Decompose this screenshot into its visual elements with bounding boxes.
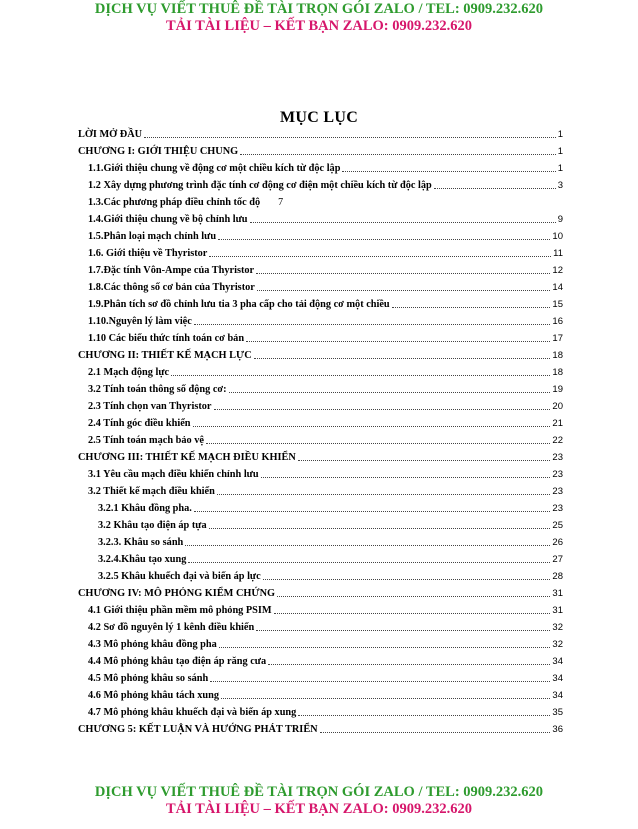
toc-entry-page-number: 36 <box>552 724 563 735</box>
toc-entry-label: CHƯƠNG II: THIẾT KẾ MẠCH LỰC <box>78 350 252 361</box>
toc-entry-page-number: 32 <box>552 622 563 633</box>
toc-dot-leader <box>217 494 551 495</box>
toc-dot-leader <box>214 409 551 410</box>
toc-entry-page-number: 23 <box>552 469 563 480</box>
toc-entry-label: 1.6. Giới thiệu về Thyristor <box>88 248 208 259</box>
toc-entry-page-number: 16 <box>552 316 563 327</box>
toc-dot-leader <box>263 579 551 580</box>
toc-dot-leader <box>250 222 556 223</box>
toc-entry-page-number: 9 <box>557 214 563 225</box>
toc-dot-leader <box>261 477 551 478</box>
toc-entry-page-number: 18 <box>552 350 563 361</box>
toc-entry-page-number: 11 <box>553 248 563 259</box>
toc-entry-label: 1.9.Phân tích sơ đồ chỉnh lưu tia 3 pha cấp cho tải động cơ một chiều <box>88 299 390 310</box>
toc-entry[interactable] <box>78 192 563 209</box>
toc-entry-page-number: 20 <box>552 401 563 412</box>
toc-entry-label: CHƯƠNG IV: MÔ PHỎNG KIỂM CHỨNG <box>78 588 276 599</box>
toc-entry-page-number: 12 <box>552 265 563 276</box>
toc-entry[interactable] <box>78 362 563 379</box>
banner-download-line: TẢI TÀI LIỆU – KẾT BẠN ZALO: 0909.232.620 <box>165 18 473 34</box>
toc-entry-label: 1.4.Giới thiệu chung về bộ chỉnh lưu <box>88 214 248 225</box>
toc-dot-leader <box>268 664 550 665</box>
toc-entry-label: 3.2.1 Khâu đồng pha. <box>98 503 192 514</box>
toc-entry-label: CHƯƠNG III: THIẾT KẾ MẠCH ĐIỀU KHIỂN <box>78 452 296 463</box>
toc-entry-page-number: 21 <box>552 418 563 429</box>
toc-entry-label: 3.2.4.Khâu tạo xung <box>98 554 187 565</box>
table-of-contents <box>78 124 563 736</box>
toc-entry[interactable] <box>78 124 563 141</box>
header-banner <box>0 1 638 35</box>
toc-entry[interactable] <box>78 685 563 702</box>
toc-entry[interactable] <box>78 226 563 243</box>
banner-download-line: TẢI TÀI LIỆU – KẾT BẠN ZALO: 0909.232.620 <box>165 801 473 817</box>
toc-dot-leader <box>240 154 556 155</box>
toc-entry-page-number: 28 <box>552 571 563 582</box>
footer-banner <box>0 784 638 818</box>
toc-dot-leader <box>257 290 551 291</box>
toc-entry[interactable] <box>78 328 563 345</box>
toc-entry[interactable] <box>78 498 563 515</box>
toc-entry-label: 4.6 Mô phỏng khâu tách xung <box>88 690 220 701</box>
banner-service-line: DỊCH VỤ VIẾT THUÊ ĐỀ TÀI TRỌN GÓI ZALO / TEL: 0909.232.620 <box>94 1 544 17</box>
toc-dot-leader <box>274 613 551 614</box>
toc-dot-leader <box>256 273 550 274</box>
toc-entry-page-number: 27 <box>552 554 563 565</box>
toc-entry-page-number: 31 <box>552 588 563 599</box>
toc-entry-label: 2.4 Tính góc điều khiển <box>88 418 191 429</box>
toc-entry-label: 3.2 Thiết kế mạch điều khiển <box>88 486 215 497</box>
toc-entry[interactable] <box>78 260 563 277</box>
toc-entry[interactable] <box>78 583 563 600</box>
toc-entry[interactable] <box>78 413 563 430</box>
toc-entry[interactable] <box>78 532 563 549</box>
toc-dot-leader <box>219 647 551 648</box>
toc-entry[interactable] <box>78 379 563 396</box>
toc-entry-label: 1.3.Các phương pháp điều chỉnh tốc độ <box>88 197 261 208</box>
toc-entry-label: 4.2 Sơ đồ nguyên lý 1 kênh điều khiển <box>88 622 255 633</box>
toc-dot-leader <box>194 324 551 325</box>
toc-entry-label: 4.1 Giới thiệu phần mềm mô phỏng PSIM <box>88 605 272 616</box>
toc-dot-leader <box>229 392 551 393</box>
toc-entry-page-number: 15 <box>552 299 563 310</box>
toc-entry[interactable] <box>78 141 563 158</box>
toc-dot-leader <box>209 528 551 529</box>
toc-entry-page-number: 1 <box>557 129 563 140</box>
toc-dot-leader <box>188 562 550 563</box>
toc-entry[interactable] <box>78 549 563 566</box>
toc-entry-page-number: 17 <box>552 333 563 344</box>
toc-dot-leader <box>392 307 551 308</box>
toc-entry-page-number: 34 <box>552 656 563 667</box>
toc-entry-page-number: 31 <box>552 605 563 616</box>
toc-dot-leader <box>246 341 550 342</box>
toc-entry-label: 2.3 Tính chọn van Thyristor <box>88 401 212 412</box>
toc-entry-page-number: 14 <box>552 282 563 293</box>
toc-entry-label: 2.5 Tính toán mạch bảo vệ <box>88 435 204 446</box>
toc-entry-label: 4.3 Mô phỏng khâu đồng pha <box>88 639 217 650</box>
toc-dot-leader <box>320 732 551 733</box>
toc-entry-page-number: 25 <box>552 520 563 531</box>
toc-entry[interactable] <box>78 668 563 685</box>
toc-entry-label: 1.10 Các biểu thức tính toán cơ bản <box>88 333 245 344</box>
toc-dot-leader <box>185 545 550 546</box>
toc-entry-label: CHƯƠNG 5: KẾT LUẬN VÀ HƯỚNG PHÁT TRIỂN <box>78 724 318 735</box>
toc-entry-page-number: 23 <box>552 452 563 463</box>
toc-entry-page-number: 26 <box>552 537 563 548</box>
toc-entry-label: CHƯƠNG I: GIỚI THIỆU CHUNG <box>78 146 239 157</box>
toc-entry-page-number: 1 <box>557 146 563 157</box>
toc-entry-label: 3.2 Khâu tạo điện áp tựa <box>98 520 207 531</box>
toc-title: MỤC LỤC <box>279 109 359 126</box>
toc-entry[interactable] <box>78 702 563 719</box>
toc-entry-label: 1.7.Đặc tính Vôn-Ampe của Thyristor <box>88 265 255 276</box>
toc-dot-leader <box>206 443 550 444</box>
toc-dot-leader <box>209 256 551 257</box>
toc-dot-leader <box>298 715 550 716</box>
toc-entry[interactable] <box>78 430 563 447</box>
toc-entry[interactable] <box>78 158 563 175</box>
toc-entry-label: 1.2 Xây dựng phương trình đặc tính cơ động cơ điện một chiều kích từ độc lập <box>88 180 432 191</box>
toc-entry[interactable] <box>78 566 563 583</box>
toc-entry[interactable] <box>78 396 563 413</box>
toc-dot-leader <box>218 239 550 240</box>
toc-dot-leader <box>254 358 551 359</box>
toc-entry-label: 2.1 Mạch động lực <box>88 367 170 378</box>
toc-dot-leader <box>194 511 551 512</box>
toc-dot-leader <box>193 426 551 427</box>
toc-entry-label: 3.1 Yêu cầu mạch điều khiển chỉnh lưu <box>88 469 259 480</box>
toc-entry[interactable] <box>78 311 563 328</box>
toc-dot-leader <box>298 460 551 461</box>
toc-entry-label: 4.7 Mô phỏng khâu khuếch đại và biến áp xung <box>88 707 297 718</box>
toc-entry-label: 3.2.5 Khâu khuếch đại và biến áp lực <box>98 571 261 582</box>
toc-dot-leader <box>171 375 550 376</box>
toc-entry[interactable] <box>78 617 563 634</box>
toc-entry[interactable] <box>78 447 563 464</box>
toc-entry-page-number: 32 <box>552 639 563 650</box>
toc-entry-page-number: 34 <box>552 690 563 701</box>
toc-entry-page-number: 23 <box>552 503 563 514</box>
toc-entry-label: 3.2.3. Khâu so sánh <box>98 537 184 548</box>
banner-service-line: DỊCH VỤ VIẾT THUÊ ĐỀ TÀI TRỌN GÓI ZALO / TEL: 0909.232.620 <box>94 784 544 800</box>
toc-entry-page-number: 1 <box>557 163 563 174</box>
toc-entry-label: 1.10.Nguyên lý làm việc <box>88 316 192 327</box>
toc-entry[interactable] <box>78 719 563 736</box>
toc-entry[interactable] <box>78 243 563 260</box>
toc-entry-page-number: 23 <box>552 486 563 497</box>
toc-entry[interactable] <box>78 515 563 532</box>
toc-entry[interactable] <box>78 634 563 651</box>
toc-entry[interactable] <box>78 481 563 498</box>
toc-dot-leader <box>221 698 550 699</box>
toc-entry[interactable] <box>78 277 563 294</box>
toc-dot-leader <box>144 137 556 138</box>
toc-entry-page-number: 22 <box>552 435 563 446</box>
toc-entry-page-number: 34 <box>552 673 563 684</box>
toc-entry-page-number: 3 <box>557 180 563 191</box>
toc-entry-label: 4.4 Mô phỏng khâu tạo điện áp răng cưa <box>88 656 267 667</box>
toc-entry[interactable] <box>78 345 563 362</box>
toc-entry[interactable] <box>78 600 563 617</box>
toc-entry[interactable] <box>78 294 563 311</box>
toc-entry-page-number: 18 <box>552 367 563 378</box>
toc-dot-leader <box>256 630 550 631</box>
toc-entry[interactable] <box>78 175 563 192</box>
toc-entry-page-number: 10 <box>552 231 563 242</box>
toc-entry[interactable] <box>78 209 563 226</box>
toc-entry-label: 1.1.Giới thiệu chung về động cơ một chiều kích từ độc lập <box>88 163 341 174</box>
toc-dot-leader <box>342 171 555 172</box>
toc-entry-label: 3.2 Tính toán thông số động cơ: <box>88 384 227 395</box>
toc-entry-label: 1.5.Phân loại mạch chỉnh lưu <box>88 231 217 242</box>
toc-entry-label: 1.8.Các thông số cơ bản của Thyristor <box>88 282 255 293</box>
toc-dot-leader <box>210 681 550 682</box>
toc-entry-label: 4.5 Mô phỏng khâu so sánh <box>88 673 209 684</box>
toc-dot-leader <box>434 188 556 189</box>
toc-entry-page-number: 35 <box>552 707 563 718</box>
toc-entry-label: LỜI MỞ ĐẦU <box>78 129 143 140</box>
toc-dot-leader <box>277 596 550 597</box>
toc-entry-page-number: 7 <box>278 197 284 208</box>
toc-entry[interactable] <box>78 651 563 668</box>
toc-entry[interactable] <box>78 464 563 481</box>
toc-entry-page-number: 19 <box>552 384 563 395</box>
